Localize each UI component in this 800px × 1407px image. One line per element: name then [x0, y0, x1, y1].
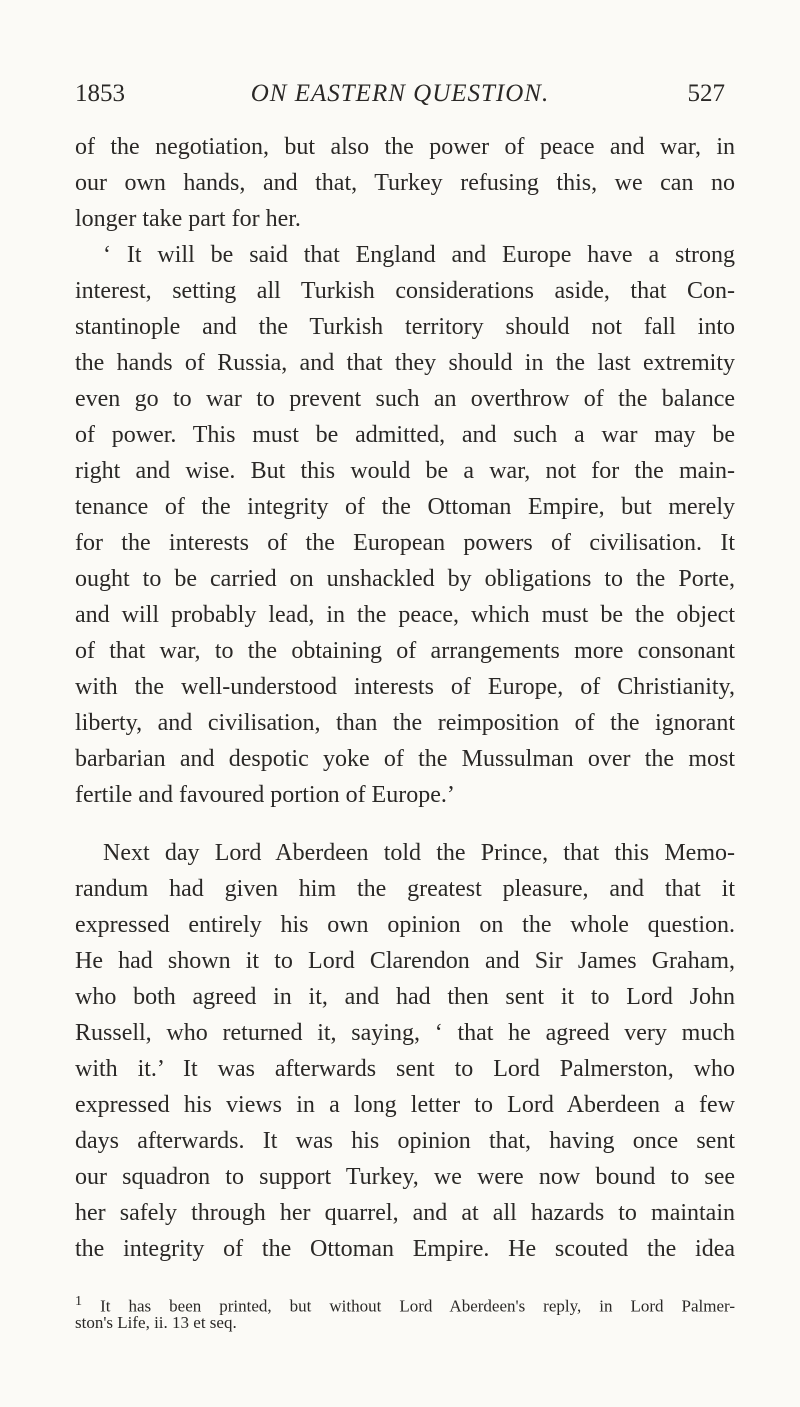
body-line: our squadron to support Turkey, we were now bound to see	[75, 1164, 735, 1190]
body-line: even go to war to prevent such an overthrow of the balance	[75, 386, 735, 412]
footnote-marker: 1	[75, 1293, 83, 1309]
body-line: the integrity of the Ottoman Empire. He scouted the idea	[75, 1236, 735, 1262]
footnote	[75, 1290, 735, 1334]
footnote-text-1: It has been printed, but without Lord Aberdeen's reply, in Lord Palmer-	[100, 1296, 736, 1316]
paragraph-gap	[75, 814, 735, 836]
body-line: with it.’ It was afterwards sent to Lord Palmerston, who	[75, 1056, 735, 1082]
body-line: longer take part for her.	[75, 206, 301, 232]
body-line: our own hands, and that, Turkey refusing this, we can no	[75, 170, 735, 196]
body-line: of power. This must be admitted, and such a war may be	[75, 422, 735, 448]
body-line: ought to be carried on unshackled by obligations to the Porte,	[75, 566, 735, 592]
body-line: for the interests of the European powers of civilisation. It	[75, 530, 735, 556]
body-line: and will probably lead, in the peace, which must be the object	[75, 602, 735, 628]
body-line: of the negotiation, but also the power of peace and war, in	[75, 134, 735, 160]
body-line: with the well-understood interests of Europe, of Christianity,	[75, 674, 735, 700]
header-year: 1853	[75, 80, 125, 107]
running-title: ON EASTERN QUESTION.	[250, 80, 550, 107]
body-line: randum had given him the greatest pleasure, and that it	[75, 876, 735, 902]
body-line: interest, setting all Turkish considerations aside, that Con-	[75, 278, 735, 304]
body-line: expressed entirely his own opinion on the whole question.	[75, 912, 735, 938]
footnote-line-2: ston's Life, ii. 13 et seq.	[75, 1313, 237, 1332]
body-line: fertile and favoured portion of Europe.’	[75, 782, 455, 808]
body-line: who both agreed in it, and had then sent it to Lord John	[75, 984, 735, 1010]
body-line: stantinople and the Turkish territory should not fall into	[75, 314, 735, 340]
body-line: liberty, and civilisation, than the reimposition of the ignorant	[75, 710, 735, 736]
body-line: the hands of Russia, and that they should in the last extremity	[75, 350, 735, 376]
body-text	[75, 130, 735, 1268]
body-line: right and wise. But this would be a war, not for the main-	[75, 458, 735, 484]
body-line: ‘ It will be said that England and Europe have a strong	[103, 242, 735, 268]
body-line: Russell, who returned it, saying, ‘ that he agreed very much	[75, 1020, 735, 1046]
body-line: Next day Lord Aberdeen told the Prince, that this Memo-	[103, 840, 735, 866]
page-number: 527	[687, 80, 725, 107]
body-line: barbarian and despotic yoke of the Mussulman over the most	[75, 746, 735, 772]
body-line: her safely through her quarrel, and at all hazards to maintain	[75, 1200, 735, 1226]
body-line: expressed his views in a long letter to Lord Aberdeen a few	[75, 1092, 735, 1118]
body-line: of that war, to the obtaining of arrangements more consonant	[75, 638, 735, 664]
footnote-line-1	[75, 1290, 736, 1316]
body-line: tenance of the integrity of the Ottoman Empire, but merely	[75, 494, 735, 520]
body-line: He had shown it to Lord Clarendon and Sir James Graham,	[75, 948, 735, 974]
body-line: days afterwards. It was his opinion that, having once sent	[75, 1128, 735, 1154]
running-header	[75, 80, 725, 114]
